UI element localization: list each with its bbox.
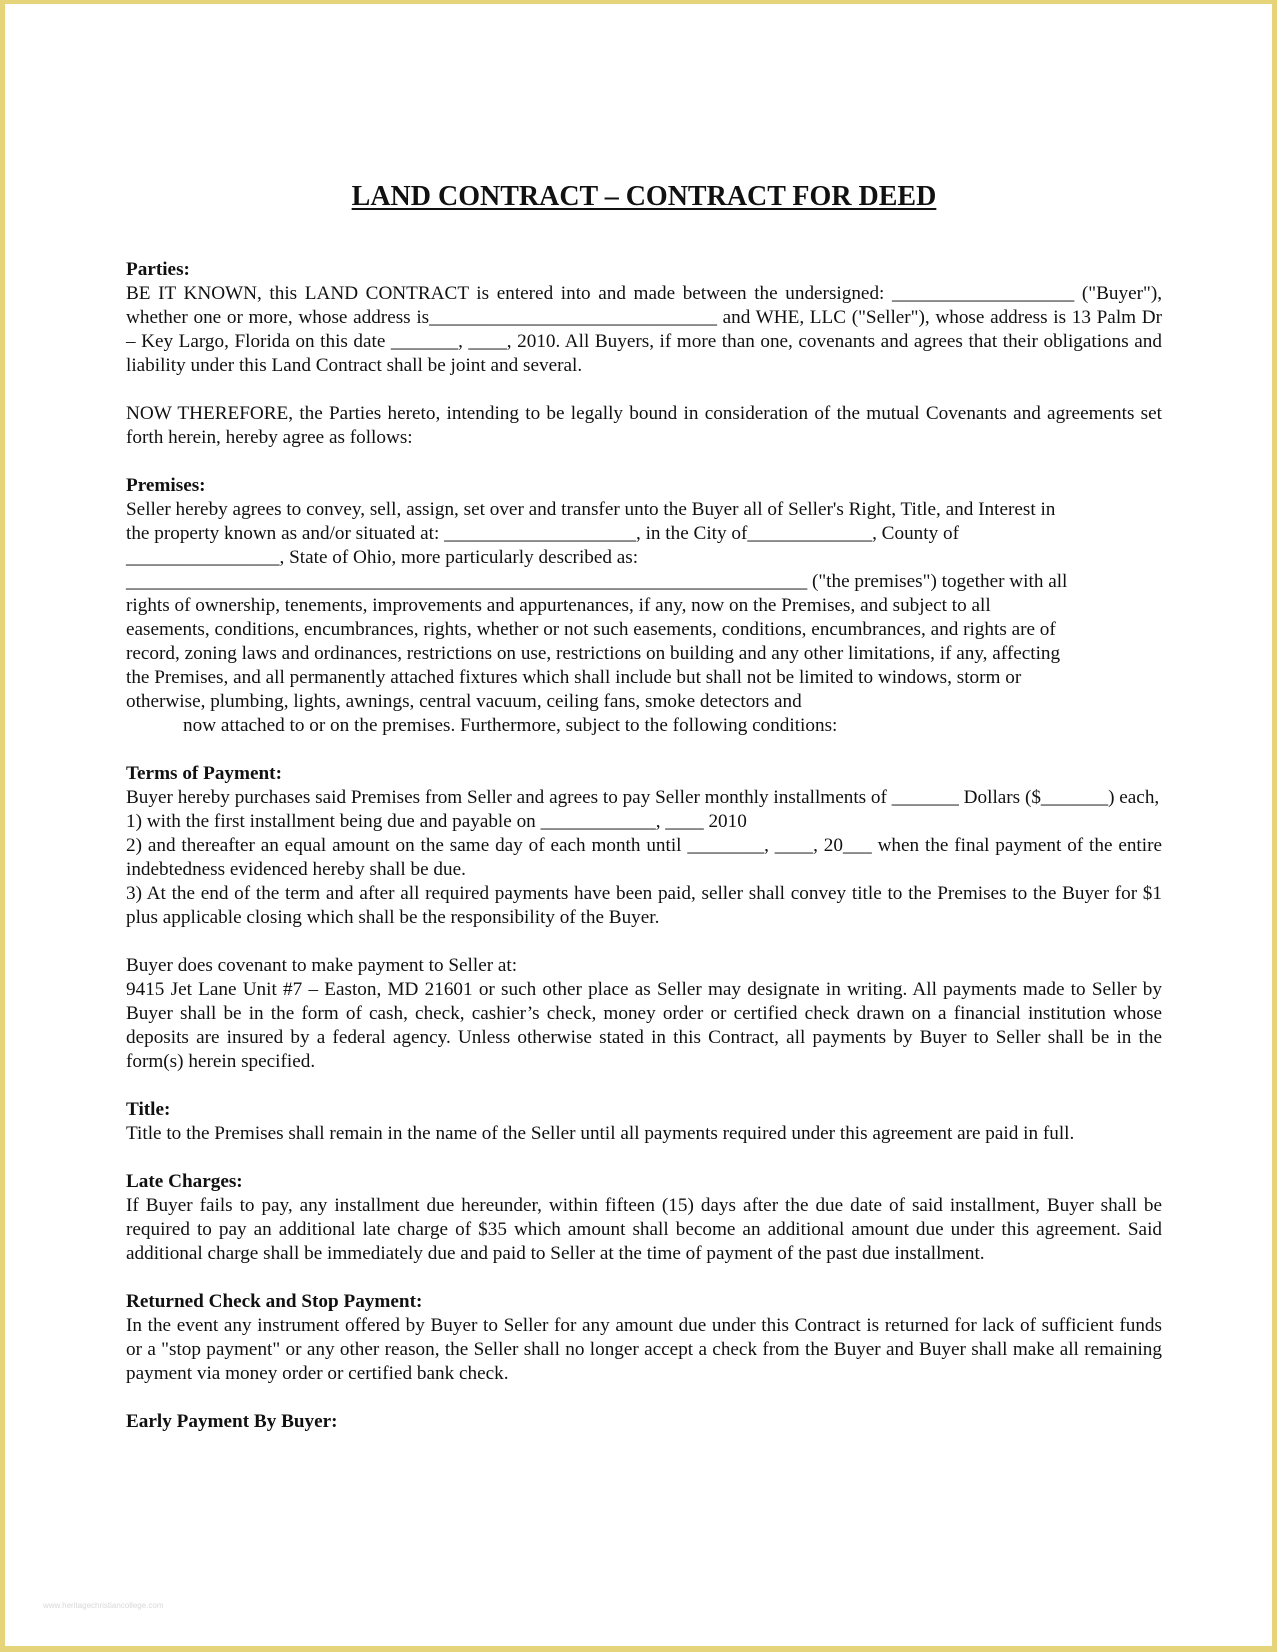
title-paragraph: Title to the Premises shall remain in the name of the Seller until all payments required under this agreement are paid in full. — [126, 1123, 1075, 1144]
terms-paragraph: Buyer hereby purchases said Premises from Seller and agrees to pay Seller monthly installments of _______ Dollars ($_______) each, — [126, 787, 1160, 808]
returned-check-section — [126, 1290, 1162, 1386]
returned-check-paragraph: In the event any instrument offered by Buyer to Seller for any amount due under this Contract is returned for lack of sufficient funds or a "stop payment" or any other reason, the Seller shall no longer accept a check from the Buyer and Buyer shall make all remaining payment via money order or certified bank check. — [126, 1315, 1162, 1384]
covenant-line: Buyer does covenant to make payment to Seller at: — [126, 955, 518, 976]
late-charges-paragraph: If Buyer fails to pay, any installment due hereunder, within fifteen (15) days after the due date of said installment, Buyer shall be required to pay an additional late charge of $35 which amount shall become an additional amount due under this agreement. Said additional charge shall be immediately due and paid to Seller at the time of payment of the past due installment. — [126, 1195, 1162, 1264]
premises-line: ________________, State of Ohio, more particularly described as: — [126, 547, 639, 568]
premises-indented-line: now attached to or on the premises. Furthermore, subject to the following conditions: — [183, 715, 838, 736]
document-body — [126, 180, 1162, 1434]
late-charges-section — [126, 1170, 1162, 1266]
late-charges-heading: Late Charges: — [126, 1171, 243, 1192]
watermark-text: www.heritagechristiancollege.com — [43, 1601, 164, 1610]
document-page — [5, 4, 1272, 1646]
document-title: LAND CONTRACT – CONTRACT FOR DEED — [351, 181, 937, 212]
premises-line: _______________________________________________________________________ ("the premises") together with all — [126, 571, 1068, 592]
premises-line: easements, conditions, encumbrances, rights, whether or not such easements, conditions, encumbrances, and rights are of — [126, 619, 1056, 640]
returned-check-heading: Returned Check and Stop Payment: — [126, 1291, 423, 1312]
parties-section — [126, 258, 1162, 450]
covenant-paragraph: 9415 Jet Lane Unit #7 – Easton, MD 21601 or such other place as Seller may designate in writing. All payments made to Seller by Buyer shall be in the form of cash, check, cashier’s check, money order or certified check drawn on a financial institution whose deposits are insured by a federal agency. Unless otherwise stated in this Contract, all payments by Buyer to Seller shall be in the form(s) herein specified. — [126, 979, 1162, 1072]
title-heading: Title: — [126, 1099, 171, 1120]
parties-heading: Parties: — [126, 259, 190, 280]
early-payment-heading: Early Payment By Buyer: — [126, 1411, 338, 1432]
premises-paragraph — [126, 498, 1162, 714]
premises-line: record, zoning laws and ordinances, restrictions on use, restrictions on building and any other limitations, if any, affecting — [126, 643, 1061, 664]
terms-item-3: 3) At the end of the term and after all required payments have been paid, seller shall convey title to the Premises to the Buyer for $1 plus applicable closing which shall be the responsibility of the Buyer. — [126, 883, 1162, 928]
premises-heading: Premises: — [126, 475, 206, 496]
premises-line: Seller hereby agrees to convey, sell, assign, set over and transfer unto the Buyer all of Seller's Right, Title, and Interest in — [126, 499, 1056, 520]
premises-line: rights of ownership, tenements, improvements and appurtenances, if any, now on the Premises, and subject to all — [126, 595, 991, 616]
premises-line: the property known as and/or situated at: ____________________, in the City of_____________, County of — [126, 523, 959, 544]
terms-item-1: 1) with the first installment being due and payable on ____________, ____ 2010 — [126, 811, 747, 832]
terms-of-payment-section — [126, 762, 1162, 1074]
title-section — [126, 1098, 1162, 1146]
now-therefore-paragraph: NOW THEREFORE, the Parties hereto, intending to be legally bound in consideration of the mutual Covenants and agreements set forth herein, hereby agree as follows: — [126, 403, 1162, 448]
premises-line: the Premises, and all permanently attached fixtures which shall include but shall not be limited to windows, storm or — [126, 667, 1022, 688]
premises-line: otherwise, plumbing, lights, awnings, central vacuum, ceiling fans, smoke detectors and — [126, 691, 802, 712]
early-payment-section — [126, 1410, 1162, 1434]
premises-section — [126, 474, 1162, 738]
terms-heading: Terms of Payment: — [126, 763, 282, 784]
terms-item-2: 2) and thereafter an equal amount on the same day of each month until ________, ____, 20___ when the final payment of the entire indebtedness evidenced hereby shall be due. — [126, 835, 1162, 880]
parties-paragraph: BE IT KNOWN, this LAND CONTRACT is entered into and made between the undersigned: ___________________ ("Buyer"), whether one or more, whose address is______________________________ and WHE, LLC ("Seller"), whose address is 13 Palm Dr – Key Largo, Florida on this date _______, ____, 2010. All Buyers, if more than one, covenants and agrees that their obligations and liability under this Land Contract shall be joint and several. — [126, 283, 1162, 376]
